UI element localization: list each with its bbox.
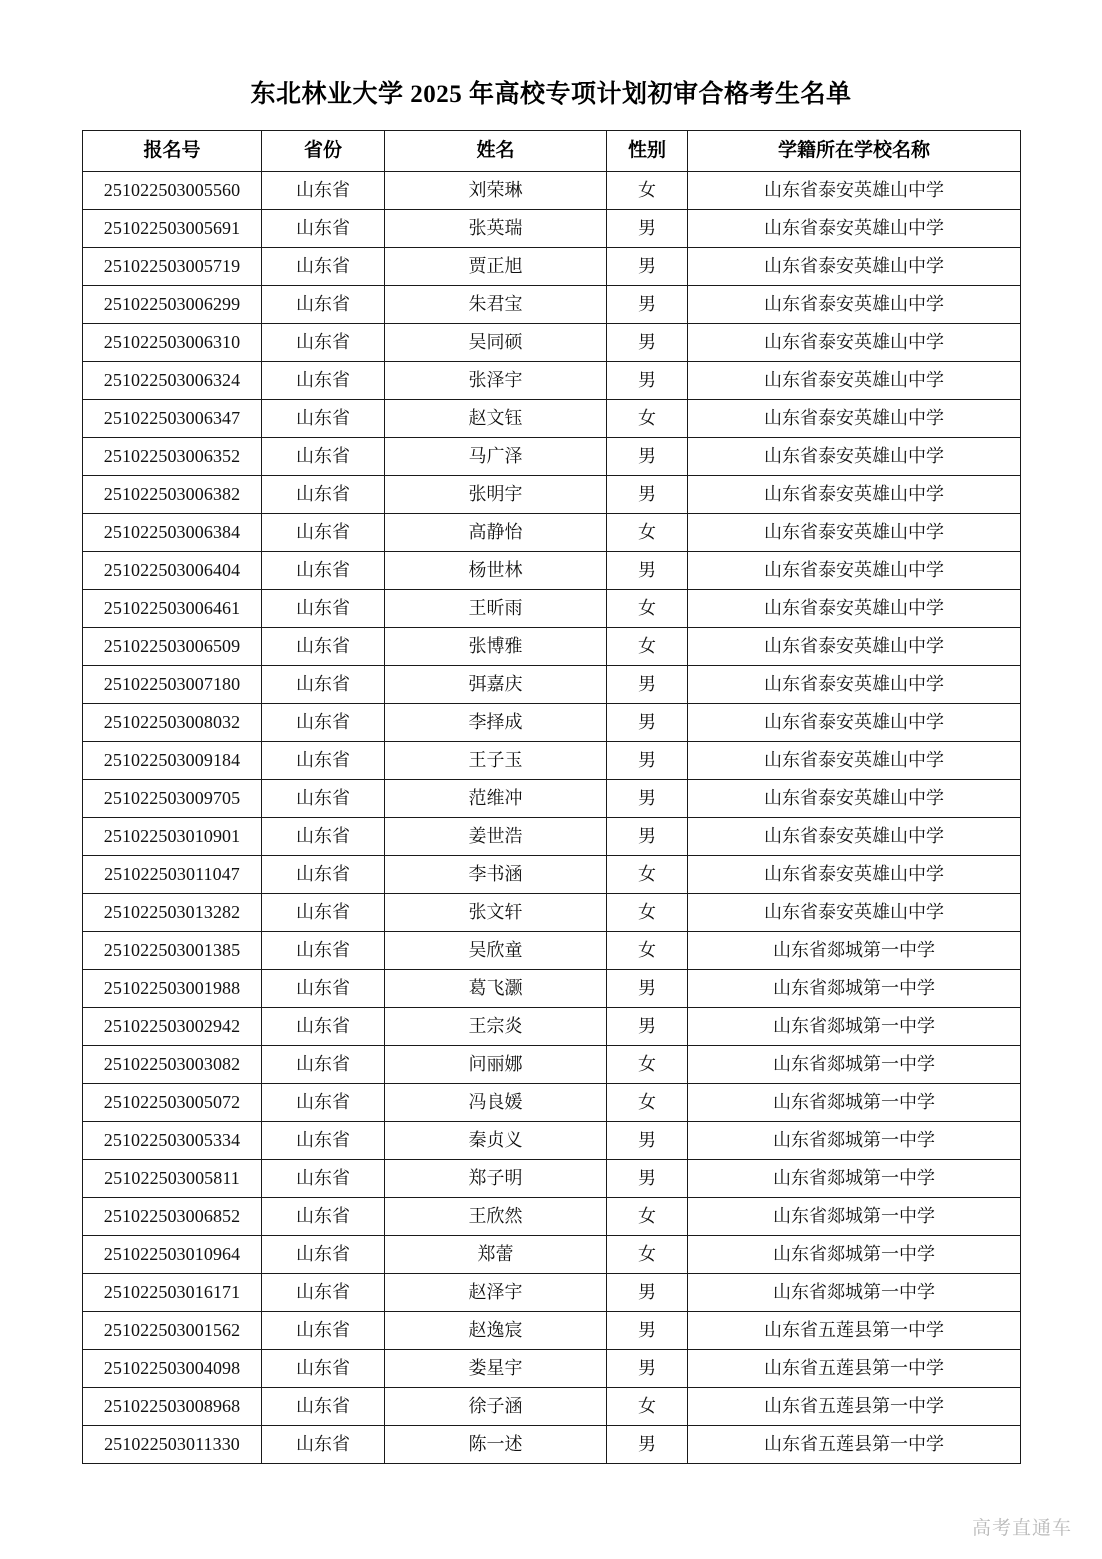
cell-id: 251022503006852	[83, 1198, 262, 1236]
cell-gender: 女	[607, 894, 688, 932]
cell-school: 山东省泰安英雄山中学	[688, 666, 1021, 704]
cell-id: 251022503003082	[83, 1046, 262, 1084]
cell-gender: 男	[607, 1122, 688, 1160]
cell-name: 马广泽	[385, 438, 607, 476]
cell-province: 山东省	[262, 1236, 385, 1274]
cell-id: 251022503001988	[83, 970, 262, 1008]
cell-name: 王昕雨	[385, 590, 607, 628]
cell-province: 山东省	[262, 1008, 385, 1046]
cell-school: 山东省泰安英雄山中学	[688, 590, 1021, 628]
cell-id: 251022503006404	[83, 552, 262, 590]
cell-school: 山东省郯城第一中学	[688, 932, 1021, 970]
cell-id: 251022503005334	[83, 1122, 262, 1160]
cell-id: 251022503006384	[83, 514, 262, 552]
cell-province: 山东省	[262, 172, 385, 210]
cell-gender: 男	[607, 970, 688, 1008]
cell-province: 山东省	[262, 1046, 385, 1084]
cell-name: 葛飞灏	[385, 970, 607, 1008]
cell-school: 山东省五莲县第一中学	[688, 1426, 1021, 1464]
table-row	[83, 400, 1021, 438]
cell-gender: 女	[607, 590, 688, 628]
table-row	[83, 552, 1021, 590]
roster-table-container	[82, 130, 1020, 1464]
cell-id: 251022503005560	[83, 172, 262, 210]
cell-name: 张博雅	[385, 628, 607, 666]
cell-school: 山东省郯城第一中学	[688, 1008, 1021, 1046]
cell-gender: 男	[607, 1426, 688, 1464]
cell-province: 山东省	[262, 1084, 385, 1122]
cell-school: 山东省郯城第一中学	[688, 1084, 1021, 1122]
cell-name: 陈一述	[385, 1426, 607, 1464]
cell-name: 李书涵	[385, 856, 607, 894]
cell-school: 山东省五莲县第一中学	[688, 1312, 1021, 1350]
cell-name: 娄星宇	[385, 1350, 607, 1388]
cell-province: 山东省	[262, 1350, 385, 1388]
cell-id: 251022503010964	[83, 1236, 262, 1274]
cell-name: 高静怡	[385, 514, 607, 552]
table-body	[83, 172, 1021, 1464]
cell-gender: 女	[607, 1198, 688, 1236]
cell-id: 251022503006299	[83, 286, 262, 324]
column-header-school: 学籍所在学校名称	[688, 131, 1021, 172]
cell-gender: 女	[607, 856, 688, 894]
table-row	[83, 780, 1021, 818]
roster-table	[82, 130, 1021, 1464]
table-row	[83, 894, 1021, 932]
cell-province: 山东省	[262, 1426, 385, 1464]
table-row	[83, 1312, 1021, 1350]
cell-id: 251022503005811	[83, 1160, 262, 1198]
table-header-row	[83, 131, 1021, 172]
cell-province: 山东省	[262, 362, 385, 400]
cell-province: 山东省	[262, 514, 385, 552]
cell-province: 山东省	[262, 932, 385, 970]
table-row	[83, 1008, 1021, 1046]
cell-gender: 男	[607, 286, 688, 324]
cell-school: 山东省郯城第一中学	[688, 1274, 1021, 1312]
cell-province: 山东省	[262, 894, 385, 932]
cell-school: 山东省郯城第一中学	[688, 970, 1021, 1008]
table-row	[83, 324, 1021, 362]
cell-gender: 女	[607, 172, 688, 210]
cell-province: 山东省	[262, 1198, 385, 1236]
cell-id: 251022503007180	[83, 666, 262, 704]
cell-id: 251022503011330	[83, 1426, 262, 1464]
cell-province: 山东省	[262, 1274, 385, 1312]
cell-school: 山东省泰安英雄山中学	[688, 628, 1021, 666]
table-row	[83, 1160, 1021, 1198]
cell-gender: 女	[607, 628, 688, 666]
table-row	[83, 856, 1021, 894]
cell-gender: 男	[607, 1008, 688, 1046]
cell-id: 251022503006310	[83, 324, 262, 362]
cell-id: 251022503004098	[83, 1350, 262, 1388]
cell-school: 山东省五莲县第一中学	[688, 1350, 1021, 1388]
cell-province: 山东省	[262, 970, 385, 1008]
cell-school: 山东省郯城第一中学	[688, 1122, 1021, 1160]
cell-name: 赵文钰	[385, 400, 607, 438]
cell-name: 王宗炎	[385, 1008, 607, 1046]
cell-id: 251022503006352	[83, 438, 262, 476]
table-row	[83, 1084, 1021, 1122]
cell-province: 山东省	[262, 666, 385, 704]
cell-province: 山东省	[262, 856, 385, 894]
cell-id: 251022503011047	[83, 856, 262, 894]
cell-school: 山东省泰安英雄山中学	[688, 210, 1021, 248]
cell-school: 山东省郯城第一中学	[688, 1046, 1021, 1084]
cell-id: 251022503005072	[83, 1084, 262, 1122]
cell-id: 251022503008968	[83, 1388, 262, 1426]
table-header	[83, 131, 1021, 172]
cell-name: 赵逸宸	[385, 1312, 607, 1350]
cell-id: 251022503005719	[83, 248, 262, 286]
cell-school: 山东省泰安英雄山中学	[688, 552, 1021, 590]
cell-province: 山东省	[262, 210, 385, 248]
cell-school: 山东省泰安英雄山中学	[688, 514, 1021, 552]
cell-province: 山东省	[262, 1122, 385, 1160]
cell-gender: 男	[607, 552, 688, 590]
cell-name: 问丽娜	[385, 1046, 607, 1084]
cell-id: 251022503006509	[83, 628, 262, 666]
cell-name: 姜世浩	[385, 818, 607, 856]
cell-gender: 女	[607, 514, 688, 552]
cell-school: 山东省泰安英雄山中学	[688, 704, 1021, 742]
cell-school: 山东省泰安英雄山中学	[688, 476, 1021, 514]
table-row	[83, 362, 1021, 400]
table-row	[83, 666, 1021, 704]
cell-province: 山东省	[262, 248, 385, 286]
cell-gender: 男	[607, 1160, 688, 1198]
cell-school: 山东省泰安英雄山中学	[688, 780, 1021, 818]
table-row	[83, 742, 1021, 780]
cell-id: 251022503006324	[83, 362, 262, 400]
cell-province: 山东省	[262, 742, 385, 780]
table-row	[83, 1388, 1021, 1426]
cell-school: 山东省泰安英雄山中学	[688, 248, 1021, 286]
cell-province: 山东省	[262, 590, 385, 628]
cell-id: 251022503010901	[83, 818, 262, 856]
cell-province: 山东省	[262, 552, 385, 590]
cell-name: 郑子明	[385, 1160, 607, 1198]
cell-province: 山东省	[262, 1312, 385, 1350]
cell-id: 251022503006382	[83, 476, 262, 514]
cell-gender: 女	[607, 932, 688, 970]
column-header-registration-number: 报名号	[83, 131, 262, 172]
cell-province: 山东省	[262, 704, 385, 742]
cell-province: 山东省	[262, 286, 385, 324]
cell-school: 山东省泰安英雄山中学	[688, 362, 1021, 400]
cell-province: 山东省	[262, 1160, 385, 1198]
column-header-province: 省份	[262, 131, 385, 172]
cell-school: 山东省泰安英雄山中学	[688, 742, 1021, 780]
cell-school: 山东省郯城第一中学	[688, 1160, 1021, 1198]
table-row	[83, 286, 1021, 324]
cell-gender: 男	[607, 248, 688, 286]
cell-name: 弭嘉庆	[385, 666, 607, 704]
cell-gender: 男	[607, 742, 688, 780]
cell-gender: 女	[607, 400, 688, 438]
table-row	[83, 1274, 1021, 1312]
cell-school: 山东省泰安英雄山中学	[688, 324, 1021, 362]
table-row	[83, 590, 1021, 628]
cell-gender: 男	[607, 704, 688, 742]
cell-school: 山东省泰安英雄山中学	[688, 818, 1021, 856]
cell-school: 山东省郯城第一中学	[688, 1198, 1021, 1236]
cell-name: 张明宇	[385, 476, 607, 514]
cell-id: 251022503001562	[83, 1312, 262, 1350]
cell-name: 张泽宇	[385, 362, 607, 400]
table-row	[83, 248, 1021, 286]
cell-province: 山东省	[262, 818, 385, 856]
cell-gender: 女	[607, 1084, 688, 1122]
table-row	[83, 1350, 1021, 1388]
cell-id: 251022503009705	[83, 780, 262, 818]
table-row	[83, 1426, 1021, 1464]
cell-name: 冯良媛	[385, 1084, 607, 1122]
table-row	[83, 704, 1021, 742]
cell-name: 秦贞义	[385, 1122, 607, 1160]
cell-school: 山东省泰安英雄山中学	[688, 286, 1021, 324]
cell-school: 山东省郯城第一中学	[688, 1236, 1021, 1274]
table-row	[83, 514, 1021, 552]
cell-id: 251022503013282	[83, 894, 262, 932]
column-header-gender: 性别	[607, 131, 688, 172]
cell-gender: 女	[607, 1046, 688, 1084]
cell-gender: 女	[607, 1388, 688, 1426]
cell-gender: 女	[607, 1236, 688, 1274]
cell-gender: 男	[607, 324, 688, 362]
table-row	[83, 438, 1021, 476]
cell-gender: 男	[607, 476, 688, 514]
cell-gender: 男	[607, 1312, 688, 1350]
cell-gender: 男	[607, 1274, 688, 1312]
cell-school: 山东省泰安英雄山中学	[688, 400, 1021, 438]
cell-name: 杨世林	[385, 552, 607, 590]
column-header-name: 姓名	[385, 131, 607, 172]
cell-gender: 男	[607, 818, 688, 856]
cell-name: 赵泽宇	[385, 1274, 607, 1312]
cell-name: 王子玉	[385, 742, 607, 780]
table-row	[83, 1122, 1021, 1160]
cell-gender: 男	[607, 438, 688, 476]
cell-name: 张英瑞	[385, 210, 607, 248]
cell-id: 251022503005691	[83, 210, 262, 248]
cell-province: 山东省	[262, 476, 385, 514]
cell-gender: 男	[607, 1350, 688, 1388]
table-row	[83, 932, 1021, 970]
cell-name: 刘荣琳	[385, 172, 607, 210]
cell-name: 徐子涵	[385, 1388, 607, 1426]
table-row	[83, 476, 1021, 514]
cell-province: 山东省	[262, 324, 385, 362]
cell-school: 山东省泰安英雄山中学	[688, 894, 1021, 932]
cell-id: 251022503001385	[83, 932, 262, 970]
table-row	[83, 970, 1021, 1008]
table-row	[83, 1198, 1021, 1236]
table-row	[83, 1046, 1021, 1084]
cell-name: 吴欣童	[385, 932, 607, 970]
table-row	[83, 628, 1021, 666]
table-row	[83, 172, 1021, 210]
cell-name: 朱君宝	[385, 286, 607, 324]
cell-name: 张文轩	[385, 894, 607, 932]
cell-province: 山东省	[262, 1388, 385, 1426]
table-row	[83, 1236, 1021, 1274]
cell-id: 251022503002942	[83, 1008, 262, 1046]
cell-name: 吴同硕	[385, 324, 607, 362]
cell-gender: 男	[607, 666, 688, 704]
cell-name: 范维冲	[385, 780, 607, 818]
cell-name: 王欣然	[385, 1198, 607, 1236]
cell-id: 251022503016171	[83, 1274, 262, 1312]
cell-name: 郑蕾	[385, 1236, 607, 1274]
cell-id: 251022503006347	[83, 400, 262, 438]
cell-province: 山东省	[262, 628, 385, 666]
page-title: 东北林业大学 2025 年高校专项计划初审合格考生名单	[250, 81, 852, 108]
table-row	[83, 818, 1021, 856]
cell-school: 山东省泰安英雄山中学	[688, 856, 1021, 894]
cell-gender: 男	[607, 210, 688, 248]
cell-name: 贾正旭	[385, 248, 607, 286]
cell-name: 李择成	[385, 704, 607, 742]
cell-school: 山东省泰安英雄山中学	[688, 438, 1021, 476]
table-row	[83, 210, 1021, 248]
watermark: 高考直通车	[971, 1518, 1072, 1539]
cell-province: 山东省	[262, 438, 385, 476]
cell-id: 251022503006461	[83, 590, 262, 628]
cell-school: 山东省五莲县第一中学	[688, 1388, 1021, 1426]
cell-id: 251022503008032	[83, 704, 262, 742]
cell-gender: 男	[607, 362, 688, 400]
cell-id: 251022503009184	[83, 742, 262, 780]
cell-school: 山东省泰安英雄山中学	[688, 172, 1021, 210]
cell-province: 山东省	[262, 400, 385, 438]
cell-gender: 男	[607, 780, 688, 818]
cell-province: 山东省	[262, 780, 385, 818]
